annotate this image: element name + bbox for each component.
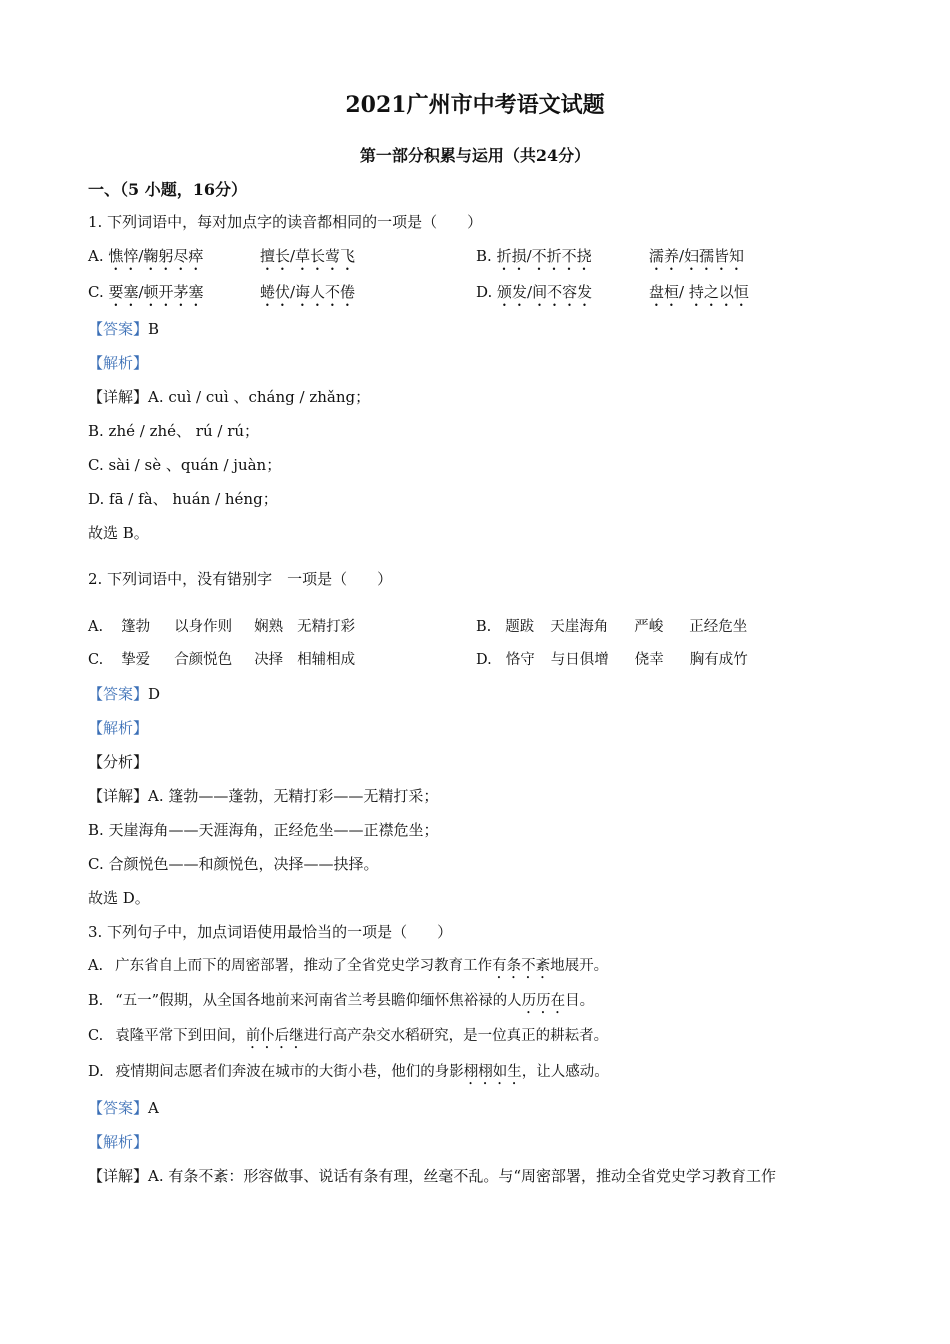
- q3-detail-a-text: A. 有条不紊：形容做事、说话有条有理，丝毫不乱。与“周密部署，推动全省党史学习教育工作: [148, 1167, 777, 1185]
- q3-option-a: [88, 955, 608, 982]
- q1-b-label: B.: [476, 247, 497, 265]
- q1-c-word2-text: 蜷伏/诲人不倦: [260, 283, 356, 301]
- q1-c-word2: [260, 281, 355, 310]
- q2-conclusion: 故选 D。: [88, 889, 150, 907]
- q2-answer-value: D: [148, 685, 161, 703]
- q2-b-term2: 天崖海角: [550, 619, 609, 635]
- q2-detail-c: C. 合颜悦色——和颜悦色，决择——抉择。: [88, 855, 379, 873]
- q2-a-label: A.: [88, 619, 104, 635]
- q1-answer-value: B: [148, 320, 160, 338]
- q1-d-word1: 颁发/间不容发: [497, 283, 593, 301]
- q1-a-word2-text: 擅长/草长莺飞: [260, 247, 356, 265]
- q2-c-term1: 挚爱: [121, 652, 151, 668]
- q2-c-term2: 合颜悦色: [174, 652, 233, 668]
- q1-b-word2: [649, 245, 744, 274]
- q2-a-term4: 无精打彩: [297, 619, 356, 635]
- page-title: 2021广州市中考语文试题: [345, 92, 605, 118]
- q2-c-label: C.: [88, 652, 104, 668]
- q1-b-word2-text: 濡养/妇孺皆知: [649, 247, 745, 265]
- q3-answer-value: A: [148, 1099, 159, 1117]
- q1-c-label: C.: [88, 283, 109, 301]
- part-subtitle: 第一部分积累与运用（共24分）: [359, 146, 591, 165]
- q3-option-b: [88, 990, 594, 1017]
- q2-analysis-tag: 【解析】: [88, 719, 149, 737]
- q1-d-label: D.: [476, 283, 498, 301]
- q2-detail-a-text: A. 篷勃——蓬勃，无精打彩——无精打采；: [148, 787, 439, 805]
- answer-tag: 【答案】: [88, 320, 149, 338]
- q2-d-term1: 恪守: [505, 652, 535, 668]
- q1-detail-c: C. sài / sè 、quán / juàn；: [88, 456, 282, 474]
- q3-d-label: D.: [88, 1064, 104, 1080]
- q2-fenxi-tag: 【分析】: [88, 753, 149, 771]
- q2-detail-a: [88, 785, 438, 807]
- q3-b-pre: “五一”假期，从全国各地前来河南省兰考县瞻仰缅怀焦裕禄的人: [115, 993, 522, 1009]
- q3-c-label: C.: [88, 1028, 104, 1044]
- answer-tag: 【答案】: [88, 1099, 149, 1117]
- q2-b-term4: 正经危坐: [689, 619, 748, 635]
- q3-c-dotted-term: 前仆后继: [245, 1028, 304, 1044]
- q2-stem: 2. 下列词语中，没有错别字 一项是（ ）: [88, 570, 393, 588]
- q2-option-c: [88, 649, 355, 671]
- q1-conclusion: 故选 B。: [88, 524, 149, 542]
- q1-detail-d: D. fā / fà、 huán / héng；: [88, 490, 278, 508]
- q1-a-word1: 憔悴/鞠躬尽瘁: [108, 247, 204, 265]
- detail-tag: 【详解】: [88, 787, 149, 805]
- q3-analysis-tag: 【解析】: [88, 1133, 149, 1151]
- section-heading: 一、（5 小题，16分）: [88, 180, 247, 199]
- q2-a-term1: 篷勃: [121, 619, 151, 635]
- q3-b-label: B.: [88, 993, 104, 1009]
- q3-d-dotted-term: 栩栩如生: [463, 1064, 522, 1080]
- q2-a-term2: 以身作则: [174, 619, 233, 635]
- q2-option-a: [88, 616, 355, 638]
- q2-detail-b: B. 天崖海角——天涯海角，正经危坐——正襟危坐；: [88, 821, 439, 839]
- q3-d-pre: 疫情期间志愿者们奔波在城市的大街小巷，他们的身影: [115, 1064, 464, 1080]
- q3-detail-a: [88, 1165, 776, 1187]
- q3-option-c: [88, 1025, 608, 1052]
- q1-option-d: [476, 281, 592, 310]
- detail-tag: 【详解】: [88, 1167, 149, 1185]
- q3-a-label: A.: [88, 958, 104, 974]
- q1-d-word2: [649, 281, 749, 310]
- detail-tag: 【详解】: [88, 388, 149, 406]
- q1-option-a: [88, 245, 203, 274]
- q3-b-post: 目。: [565, 993, 595, 1009]
- q2-b-term3: 严峻: [634, 619, 664, 635]
- q2-option-d: [476, 649, 748, 671]
- q1-detail-a: [88, 386, 370, 408]
- q1-b-word1: 折损/不折不挠: [496, 247, 592, 265]
- q2-d-label: D.: [476, 652, 492, 668]
- q2-d-term2: 与日俱增: [550, 652, 609, 668]
- q2-d-term4: 胸有成竹: [689, 652, 748, 668]
- q1-detail-b: B. zhé / zhé、 rú / rú；: [88, 422, 260, 440]
- q2-option-b: [476, 616, 747, 638]
- q3-option-d: [88, 1061, 609, 1088]
- q3-a-pre: 广东省自上而下的周密部署，推动了全省党史学习教育工作: [115, 958, 493, 974]
- q3-b-dotted-term: 历历在: [521, 993, 566, 1009]
- q3-a-dotted-term: 有条不紊: [492, 958, 551, 974]
- q1-c-word1: 要塞/顿开茅塞: [108, 283, 204, 301]
- q2-a-term3: 娴熟: [254, 619, 284, 635]
- q1-option-c: [88, 281, 204, 310]
- q3-c-pre: 袁隆平常下到田间，: [115, 1028, 246, 1044]
- q3-c-post: 进行高产杂交水稻研究，是一位真正的耕耘者。: [303, 1028, 609, 1044]
- q3-answer: [88, 1097, 159, 1119]
- q1-answer: [88, 318, 159, 340]
- q2-c-term4: 相辅相成: [297, 652, 356, 668]
- q1-analysis-tag: 【解析】: [88, 354, 149, 372]
- q1-a-label: A.: [88, 247, 109, 265]
- q1-d-word2-text: 盘桓/ 持之以恒: [649, 283, 749, 301]
- q3-a-post: 地展开。: [550, 958, 609, 974]
- q1-stem: 1. 下列词语中，每对加点字的读音都相同的一项是（ ）: [88, 213, 483, 231]
- q1-a-word2: [260, 245, 355, 274]
- q1-option-b: [476, 245, 592, 274]
- q3-stem: 3. 下列句子中，加点词语使用最恰当的一项是（ ）: [88, 923, 453, 941]
- q2-c-term3: 决择: [254, 652, 284, 668]
- q1-detail-a-text: A. cuì / cuì 、cháng / zhǎng；: [148, 388, 371, 406]
- q2-b-term1: 题跋: [505, 619, 535, 635]
- q2-answer: [88, 683, 160, 705]
- answer-tag: 【答案】: [88, 685, 149, 703]
- q2-d-term3: 侥幸: [634, 652, 664, 668]
- q3-d-post: ，让人感动。: [521, 1064, 609, 1080]
- q2-b-label: B.: [476, 619, 492, 635]
